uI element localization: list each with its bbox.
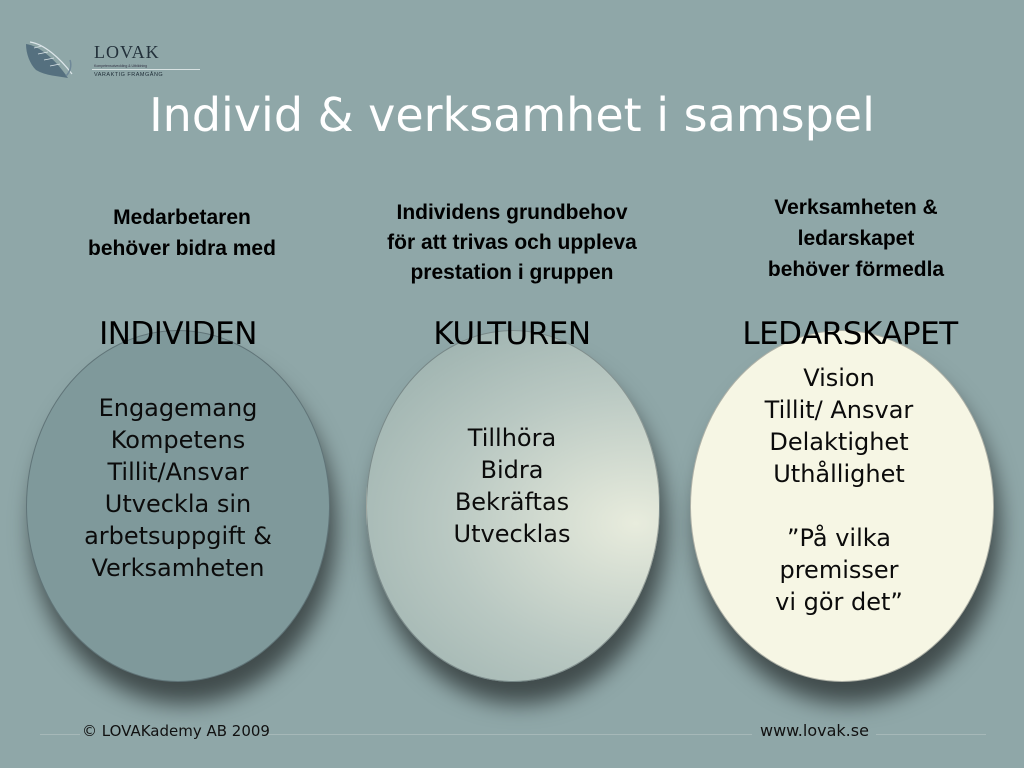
feather-icon — [22, 36, 92, 86]
list-item: Utvecklas — [453, 520, 571, 548]
list-item: Bidra — [480, 456, 544, 484]
list-item: Uthållighet — [773, 460, 905, 488]
footer-divider — [876, 734, 986, 735]
footer-divider — [40, 734, 80, 735]
column-label-ledarskapet: LEDARSKAPET — [742, 316, 958, 352]
quote-line: vi gör det” — [775, 588, 903, 616]
copyright-owner: LOVAKademy AB 2009 — [101, 722, 270, 740]
list-item: Utveckla sin — [104, 490, 252, 518]
heading-line: behöver förmedla — [767, 258, 945, 281]
list-item: Delaktighet — [769, 428, 909, 456]
list-item: Bekräftas — [454, 488, 570, 516]
individen-list — [48, 392, 308, 584]
copyright-text — [82, 722, 270, 740]
list-item: Tillhöra — [467, 424, 557, 452]
slide-title: Individ & verksamhet i samspel — [149, 88, 875, 142]
logo — [22, 36, 182, 86]
list-item: Tillit/ Ansvar — [764, 396, 914, 424]
heading-line: Medarbetaren — [113, 206, 251, 229]
column-heading-ledarskapet — [706, 192, 1006, 285]
list-item: Kompetens — [110, 426, 246, 454]
heading-line: Verksamheten & — [774, 196, 938, 219]
ledarskapet-list — [712, 362, 966, 618]
list-item: Vision — [803, 364, 875, 392]
heading-line: Individens grundbehov — [396, 201, 628, 224]
column-label-individen: INDIVIDEN — [99, 316, 257, 352]
heading-line: ledarskapet — [797, 227, 915, 250]
logo-divider — [92, 69, 200, 70]
kulturen-list — [382, 422, 642, 550]
list-item: Engagemang — [98, 394, 258, 422]
spacer — [712, 490, 966, 522]
column-heading-individen — [42, 202, 322, 264]
list-item: Verksamheten — [91, 554, 265, 582]
heading-line: för att trivas och uppleva — [387, 231, 637, 254]
quote-line: premisser — [779, 556, 899, 584]
list-item: Tillit/Ansvar — [107, 458, 249, 486]
heading-line: behöver bidra med — [88, 237, 276, 260]
website-link[interactable]: www.lovak.se — [760, 721, 869, 740]
footer-divider — [262, 734, 752, 735]
logo-name: LOVAK — [94, 42, 160, 62]
quote-line: ”På vilka — [787, 524, 891, 552]
heading-line: prestation i gruppen — [410, 261, 614, 284]
list-item: arbetsuppgift & — [84, 522, 272, 550]
logo-subtitle: Kompetensutveckling & Utbildning — [94, 64, 148, 68]
logo-tagline: VARAKTIG FRAMGÅNG — [94, 72, 164, 78]
column-label-kulturen: KULTUREN — [433, 316, 591, 352]
column-heading-kulturen — [352, 198, 672, 288]
copyright-symbol: © — [82, 722, 97, 740]
